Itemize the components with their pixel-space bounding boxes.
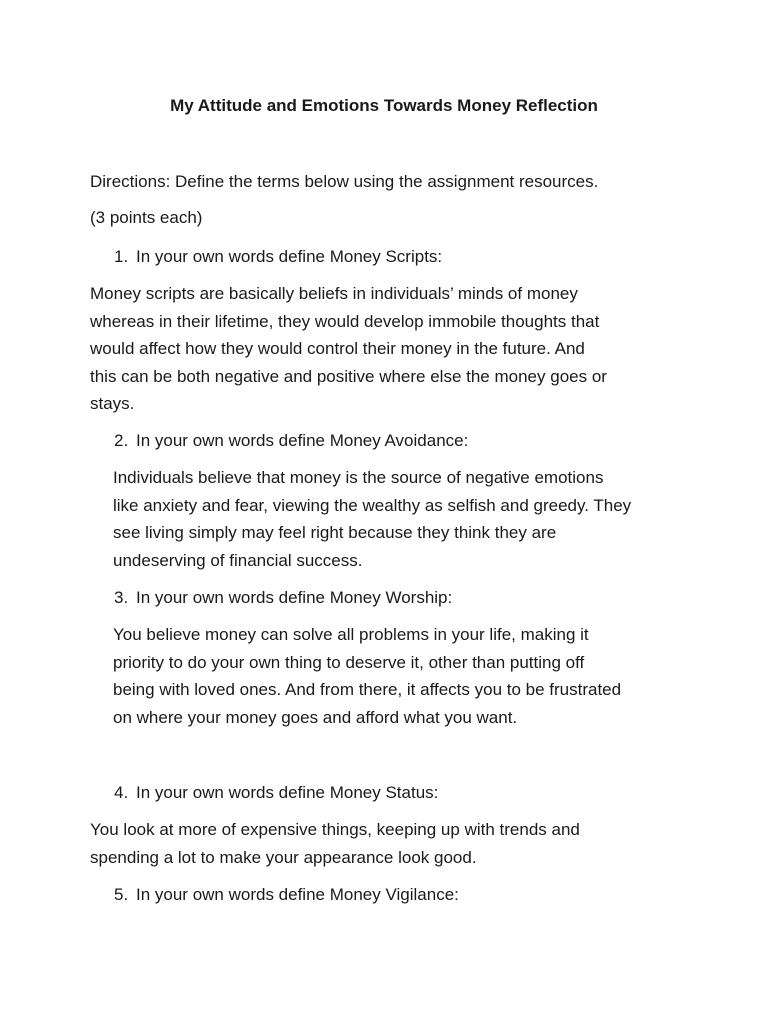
question-prompt: In your own words define Money Avoidance: <box>136 431 469 450</box>
question-number: 3. <box>114 588 129 607</box>
points-note: (3 points each) <box>90 208 203 227</box>
question-prompt: In your own words define Money Status: <box>136 783 439 802</box>
question-prompt: In your own words define Money Scripts: <box>136 247 443 266</box>
question-prompt: In your own words define Money Vigilance: <box>136 885 459 904</box>
question-prompt: In your own words define Money Worship: <box>136 588 453 607</box>
question-number: 5. <box>114 885 129 904</box>
directions-text: Directions: Define the terms below using the assignment resources. <box>90 172 599 191</box>
answer-2: Individuals believe that money is the source of negative emotions like anxiety and fear, viewing the wealthy as selfish and greedy. They see living simply may feel right because they think they are undeserving of financial success. <box>113 468 632 570</box>
question-number: 1. <box>114 247 129 266</box>
document-title: My Attitude and Emotions Towards Money Reflection <box>170 96 598 115</box>
answer-1: Money scripts are basically beliefs in individuals’ minds of money whereas in their lifetime, they would develop immobile thoughts that would affect how they would control their money in the future. And this can be both negative and positive where else the money goes or stays. <box>90 284 607 413</box>
answer-4: You look at more of expensive things, keeping up with trends and spending a lot to make your appearance look good. <box>90 820 580 867</box>
question-number: 2. <box>114 431 129 450</box>
answer-3: You believe money can solve all problems in your life, making it priority to do your own thing to deserve it, other than putting off being with loved ones. And from there, it affects you to be frustrated on where your money goes and afford what you want. <box>113 625 622 727</box>
question-number: 4. <box>114 783 129 802</box>
